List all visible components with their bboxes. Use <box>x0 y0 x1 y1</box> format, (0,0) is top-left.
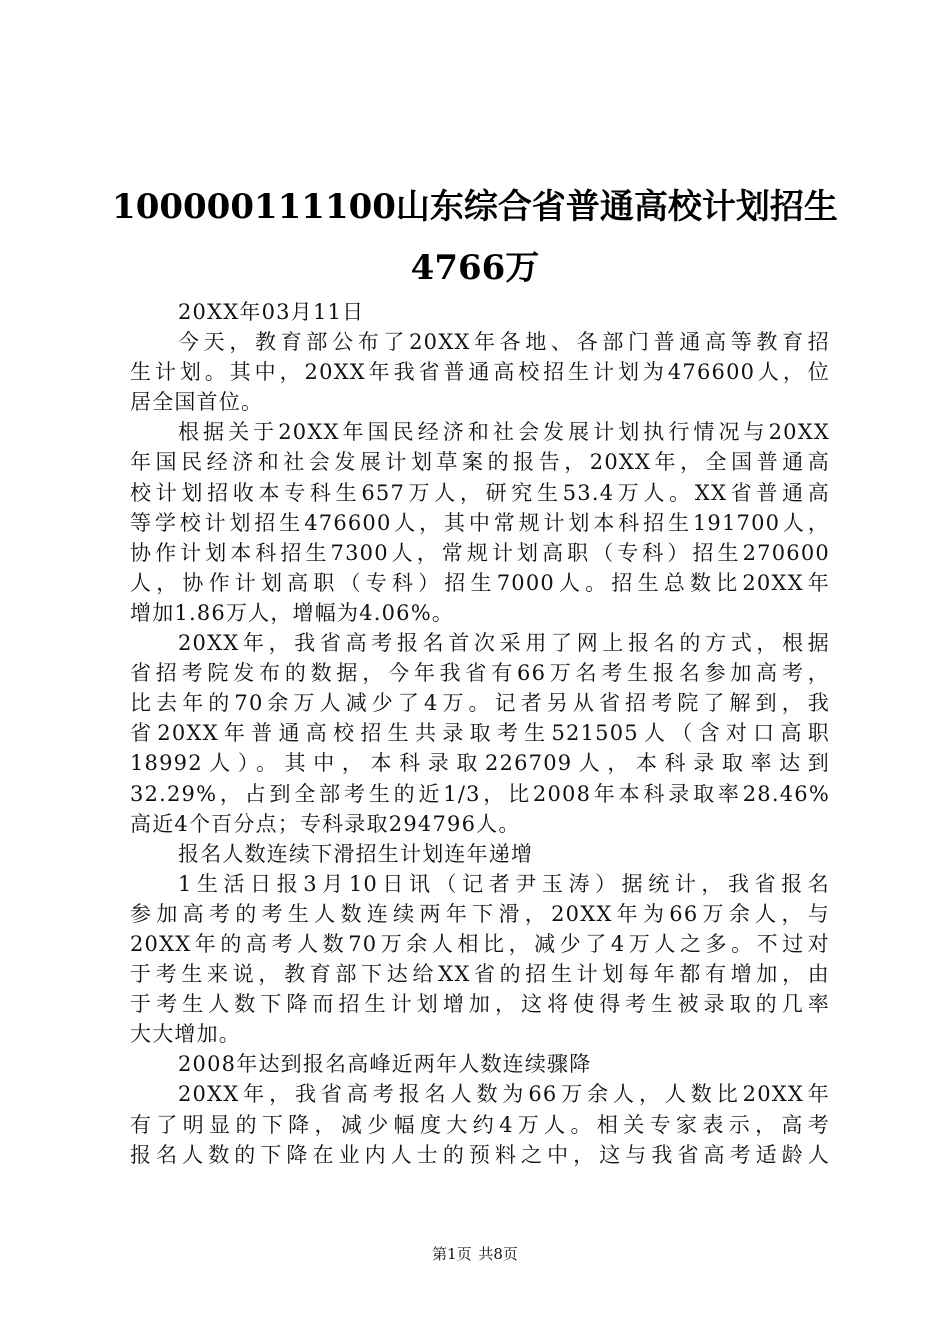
paragraph-line: 协作计划本科招生7300人，常规计划高职（专科）招生270600 <box>130 540 830 565</box>
document-title-line-1: 100000111100山东综合省普通高校计划招生 <box>112 187 838 227</box>
paragraph-line: 参加高考的考生人数连续两年下滑，20XX年为66万余人，与 <box>130 901 830 926</box>
section-heading: 报名人数连续下滑招生计划连年递增 <box>178 841 534 866</box>
paragraph-line: 18992人）。其中，本科录取226709人，本科录取率达到 <box>130 751 830 776</box>
paragraph-line: 于考生来说，教育部下达给XX省的招生计划每年都有增加，由 <box>130 962 830 987</box>
section-heading: 2008年达到报名高峰近两年人数连续骤降 <box>178 1052 592 1077</box>
page-total: 共8页 <box>478 1245 518 1263</box>
paragraph-line: 大大增加。 <box>130 1022 241 1047</box>
paragraph-line: 生计划。其中，20XX年我省普通高校招生计划为476600人，位 <box>130 360 830 385</box>
paragraph-line: 省20XX年普通高校招生共录取考生521505人（含对口高职 <box>130 721 830 746</box>
page-number: 第1页 <box>432 1245 472 1263</box>
paragraph-line: 有了明显的下降，减少幅度大约4万人。相关专家表示，高考 <box>130 1112 830 1137</box>
paragraph-line: 20XX年，我省高考报名人数为66万余人，人数比20XX年 <box>178 1082 830 1107</box>
page-footer <box>0 1244 950 1264</box>
document-body <box>130 297 830 1170</box>
paragraph-line: 省招考院发布的数据，今年我省有66万名考生报名参加高考， <box>130 661 830 686</box>
paragraph-line: 年国民经济和社会发展计划草案的报告，20XX年，全国普通高 <box>130 450 830 475</box>
paragraph-line: 比去年的70余万人减少了4万。记者另从省招考院了解到，我 <box>130 691 830 716</box>
paragraph-line: 根据关于20XX年国民经济和社会发展计划执行情况与20XX <box>178 420 830 445</box>
paragraph-line: 高近4个百分点；专科录取294796人。 <box>130 811 521 836</box>
paragraph-line: 今天，教育部公布了20XX年各地、各部门普通高等教育招 <box>178 330 830 355</box>
paragraph-line: 人，协作计划高职（专科）招生7000人。招生总数比20XX年 <box>130 570 830 595</box>
paragraph-line: 于考生人数下降而招生计划增加，这将使得考生被录取的几率 <box>130 992 830 1017</box>
paragraph-line: 1生活日报3月10日讯（记者尹玉涛）据统计，我省报名 <box>178 871 830 896</box>
paragraph-line: 等学校计划招生476600人，其中常规计划本科招生191700人， <box>130 510 830 535</box>
paragraph-line: 20XX年的高考人数70万余人相比，减少了4万人之多。不过对 <box>130 931 830 956</box>
paragraph-line: 32.29%，占到全部考生的近1/3，比2008年本科录取率28.46% <box>130 781 830 806</box>
paragraph-line: 校计划招收本专科生657万人，研究生53.4万人。XX省普通高 <box>130 480 830 505</box>
paragraph-line: 增加1.86万人，增幅为4.06%。 <box>130 600 455 625</box>
paragraph-line: 20XX年，我省高考报名首次采用了网上报名的方式，根据 <box>178 631 830 656</box>
paragraph-line: 居全国首位。 <box>130 390 264 415</box>
document-title-line-2: 4766万 <box>410 248 540 288</box>
paragraph-line: 报名人数的下降在业内人士的预料之中，这与我省高考适龄人 <box>130 1142 830 1167</box>
date-line: 20XX年03月11日 <box>178 300 365 324</box>
